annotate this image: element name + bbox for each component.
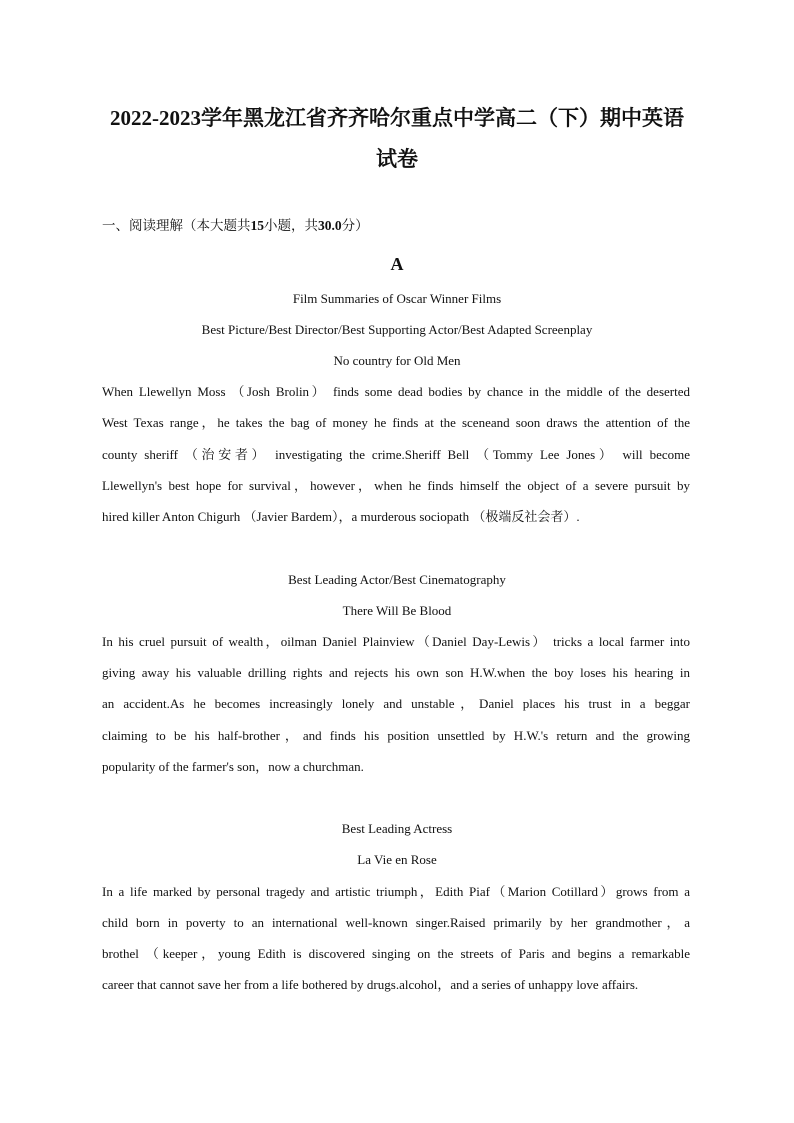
film-1-line: Llewellyn's best hope for survival，however，when he finds himself the object of a severe pursuit by	[102, 478, 690, 493]
film-1-awards: Best Picture/Best Director/Best Supporting Actor/Best Adapted Screenplay	[201, 322, 593, 337]
film-3-title: La Vie en Rose	[357, 852, 437, 867]
film-2-line: giving away his valuable drilling rights and rejects his own son H.W.when the boy loses his hearing in	[102, 665, 690, 680]
intro-title: Film Summaries of Oscar Winner Films	[292, 291, 502, 306]
film-3-line: brothel （keeper，young Edith is discovered singing on the streets of Paris and begins a remarkable	[102, 946, 690, 961]
film-2-line: In his cruel pursuit of wealth，oilman Daniel Plainview（Daniel Day-Lewis） tricks a local farmer into	[102, 634, 690, 649]
film-3-awards: Best Leading Actress	[341, 821, 453, 836]
film-2-line: an accident.As he becomes increasingly lonely and unstable，Daniel places his trust in a beggar	[102, 696, 690, 711]
total-score: 30.0	[318, 218, 342, 233]
section-heading-suffix: 分）	[341, 218, 369, 233]
section-heading-prefix: 一、阅读理解（本大题共	[102, 218, 251, 233]
section-heading-mid: 小题，共	[264, 218, 318, 233]
film-1-line: county sheriff （治安者） investigating the crime.Sheriff Bell （Tommy Lee Jones） will become	[102, 447, 690, 462]
document-title-line-2: 试卷	[376, 147, 418, 171]
film-3-line: career that cannot save her from a life bothered by drugs.alcohol，and a series of unhappy love affairs.	[102, 977, 639, 992]
film-1-line: West Texas range，he takes the bag of money he finds at the sceneand soon draws the attention of the	[102, 415, 690, 430]
document-title-line-1: 2022-2023学年黑龙江省齐齐哈尔重点中学高二（下）期中英语	[110, 106, 684, 130]
film-2-line: claiming to be his half-brother，and finds his position unsettled by H.W.'s return and the growing	[102, 728, 690, 743]
film-2-awards: Best Leading Actor/Best Cinematography	[288, 572, 506, 587]
film-2-line: popularity of the farmer's son，now a churchman.	[102, 759, 364, 774]
film-2-title: There Will Be Blood	[342, 603, 452, 618]
passage-letter: A	[390, 254, 404, 274]
film-1-title: No country for Old Men	[333, 353, 461, 368]
section-heading	[102, 217, 369, 235]
question-count: 15	[250, 218, 264, 233]
film-3-line: In a life marked by personal tragedy and artistic triumph，Edith Piaf（Marion Cotillard）grows from a	[102, 884, 690, 899]
film-3-line: child born in poverty to an international well-known singer.Raised primarily by her grandmother，a	[102, 915, 690, 930]
film-1-line: hired killer Anton Chigurh （Javier Bardem），a murderous sociopath （极端反社会者）.	[102, 509, 580, 524]
film-1-line: When Llewellyn Moss （Josh Brolin） finds some dead bodies by chance in the middle of the deserted	[102, 384, 690, 399]
